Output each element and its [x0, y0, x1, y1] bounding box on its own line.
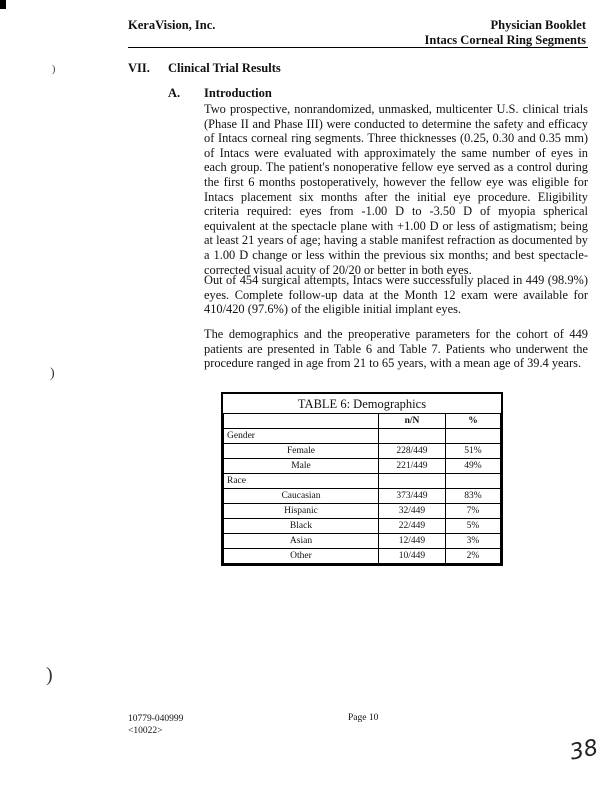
- table-group-row: [224, 474, 501, 489]
- booklet-title: Physician Booklet: [490, 18, 586, 32]
- row-label: Asian: [224, 534, 379, 549]
- table-cell: [446, 474, 501, 489]
- table-caption: TABLE 6: Demographics: [297, 397, 427, 411]
- table-row: [224, 519, 501, 534]
- section-title: Clinical Trial Results: [168, 61, 281, 75]
- section-number: VII.: [128, 61, 150, 75]
- subsection-title: Introduction: [204, 86, 272, 100]
- row-label: Hispanic: [224, 504, 379, 519]
- row-count: 10/449: [379, 549, 446, 564]
- row-percent: 51%: [446, 444, 501, 459]
- table-cell: [379, 429, 446, 444]
- row-percent: 5%: [446, 519, 501, 534]
- group-label-race: Race: [224, 474, 379, 489]
- subsection-letter: A.: [168, 86, 181, 100]
- header-cell-n: n/N: [379, 414, 446, 429]
- header-divider: [128, 47, 588, 48]
- row-count: 22/449: [379, 519, 446, 534]
- table-row: [224, 504, 501, 519]
- handwritten-page-number: 38: [567, 735, 601, 766]
- row-count: 373/449: [379, 489, 446, 504]
- document-id: 10779-040999: [128, 714, 184, 724]
- results-paragraph: Out of 454 surgical attempts, Intacs were successfully placed in 449 (98.9%) eyes. Complete follow-up data at the Month 12 exam were available for 410/420 (97.6%) of the eligible initial implant eyes.: [204, 273, 588, 317]
- table-row: [224, 459, 501, 474]
- table-row: [224, 489, 501, 504]
- table-cell: [446, 429, 501, 444]
- row-label: Female: [224, 444, 379, 459]
- header-cell-pct: %: [446, 414, 501, 429]
- running-header: [425, 18, 586, 48]
- row-count: 32/449: [379, 504, 446, 519]
- row-label: Other: [224, 549, 379, 564]
- group-label-gender: Gender: [224, 429, 379, 444]
- row-percent: 49%: [446, 459, 501, 474]
- row-label: Caucasian: [224, 489, 379, 504]
- table-row: [224, 549, 501, 564]
- demographics-paragraph: The demographics and the preoperative parameters for the cohort of 449 patients are presented in Table 6 and Table 7. Patients who underwent the procedure ranged in age from 21 to 65 years, with a mean age of 39.4 years.: [204, 327, 588, 371]
- document-footer-id: [128, 713, 183, 737]
- row-label: Male: [224, 459, 379, 474]
- corner-registration-mark: [0, 0, 6, 9]
- binding-hole-mark: ): [46, 664, 53, 686]
- row-percent: 3%: [446, 534, 501, 549]
- row-percent: 83%: [446, 489, 501, 504]
- document-reference: <10022>: [128, 726, 163, 736]
- binding-hole-mark: ): [52, 64, 56, 75]
- product-title: Intacs Corneal Ring Segments: [424, 33, 586, 47]
- row-percent: 2%: [446, 549, 501, 564]
- row-percent: 7%: [446, 504, 501, 519]
- row-label: Black: [224, 519, 379, 534]
- table-header-row: [224, 414, 501, 429]
- table-row: [224, 444, 501, 459]
- table-group-row: [224, 429, 501, 444]
- header-cell-empty: [224, 414, 379, 429]
- row-count: 228/449: [379, 444, 446, 459]
- company-name: KeraVision, Inc.: [128, 18, 216, 32]
- intro-paragraph: Two prospective, nonrandomized, unmasked, multicenter U.S. clinical trials (Phase II and Phase III) were conducted to determine the safety and efficacy of Intacs corneal ring segments. Three thicknesses (0.25, 0.30 and 0.35 mm) of Intacs were evaluated with approximately the same number of eyes in each group. The patient's nonoperative fellow eye served as a control during the first 6 months postoperatively, however the fellow eye was eligible for Intacs placement six months after the initial eye procedure. Eligibility criteria required: eyes from -1.00 D to -3.50 D of myopia spherical equivalent at the spectacle plane with +1.00 D or less of astigmatism; being at least 21 years of age; having a stable manifest refraction as documented by a 1.00 D change or less within the previous six months; and best spectacle-corrected visual acuity of 20/20 or better in both eyes.: [204, 102, 588, 277]
- table-cell: [379, 474, 446, 489]
- table-row: [224, 534, 501, 549]
- row-count: 12/449: [379, 534, 446, 549]
- row-count: 221/449: [379, 459, 446, 474]
- demographics-table: [221, 392, 503, 566]
- demographics-grid: [223, 413, 501, 564]
- binding-hole-mark: ): [50, 366, 55, 381]
- page-number: Page 10: [348, 713, 379, 723]
